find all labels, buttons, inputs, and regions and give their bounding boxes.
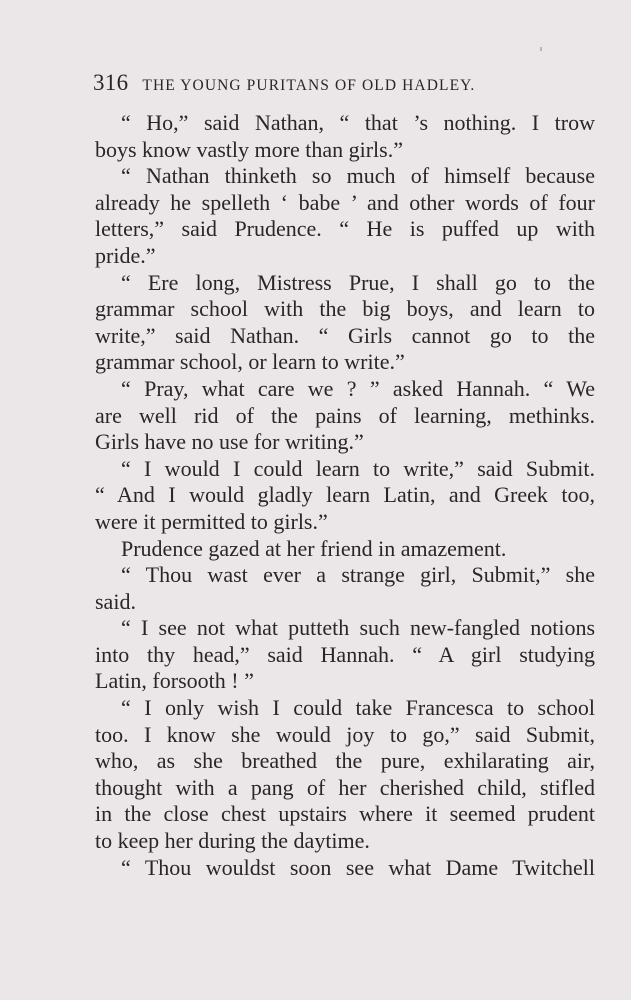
text-line: “ Pray, what care we ? ” asked Hannah. “ We [121, 375, 595, 401]
text-line: “ I see not what putteth such new-fangled notions [121, 615, 595, 641]
text-line: “ Thou wast ever a strange girl, Submit,” she [121, 562, 595, 588]
text-line: “ Nathan thinketh so much of himself because [121, 163, 595, 189]
text-line: “ And I would gladly learn Latin, and Greek too, [95, 482, 595, 508]
text-line: Latin, forsooth ! ” [95, 668, 254, 694]
text-line: thought with a pang of her cherished child, stifled [95, 774, 595, 800]
text-line: into thy head,” said Hannah. “ A girl studying [95, 641, 595, 667]
text-line: to keep her during the daytime. [95, 828, 370, 854]
text-line: pride.” [95, 242, 156, 268]
page-header [93, 70, 533, 96]
text-line: grammar school, or learn to write.” [95, 349, 405, 375]
running-title: THE YOUNG PURITANS OF OLD HADLEY. [142, 77, 476, 94]
text-line: “ Ere long, Mistress Prue, I shall go to the [121, 269, 595, 295]
paper-speck [540, 47, 542, 51]
text-line: “ Thou wouldst soon see what Dame Twitchell [121, 854, 595, 880]
text-line: letters,” said Prudence. “ He is puffed up with [95, 216, 595, 242]
text-line: “ I only wish I could take Francesca to school [121, 695, 595, 721]
text-line: too. I know she would joy to go,” said Submit, [95, 721, 595, 747]
text-line: Prudence gazed at her friend in amazement. [121, 535, 507, 561]
text-line: Girls have no use for writing.” [95, 429, 364, 455]
text-line: grammar school with the big boys, and learn to [95, 296, 595, 322]
text-line: were it permitted to girls.” [95, 508, 328, 534]
text-line: write,” said Nathan. “ Girls cannot go to the [95, 322, 595, 348]
text-line: are well rid of the pains of learning, methinks. [95, 402, 595, 428]
text-line: “ Ho,” said Nathan, “ that ’s nothing. I trow [121, 110, 595, 135]
text-line: “ I would I could learn to write,” said Submit. [121, 455, 595, 481]
text-line: who, as she breathed the pure, exhilarating air, [95, 748, 595, 774]
text-line: in the close chest upstairs where it seemed prudent [95, 801, 595, 827]
text-line: boys know vastly more than girls.” [95, 136, 403, 162]
page-number: 316 [93, 70, 129, 95]
text-line: already he spelleth ‘ babe ’ and other words of four [95, 189, 595, 215]
body-text [95, 110, 595, 881]
text-line: said. [95, 588, 136, 614]
